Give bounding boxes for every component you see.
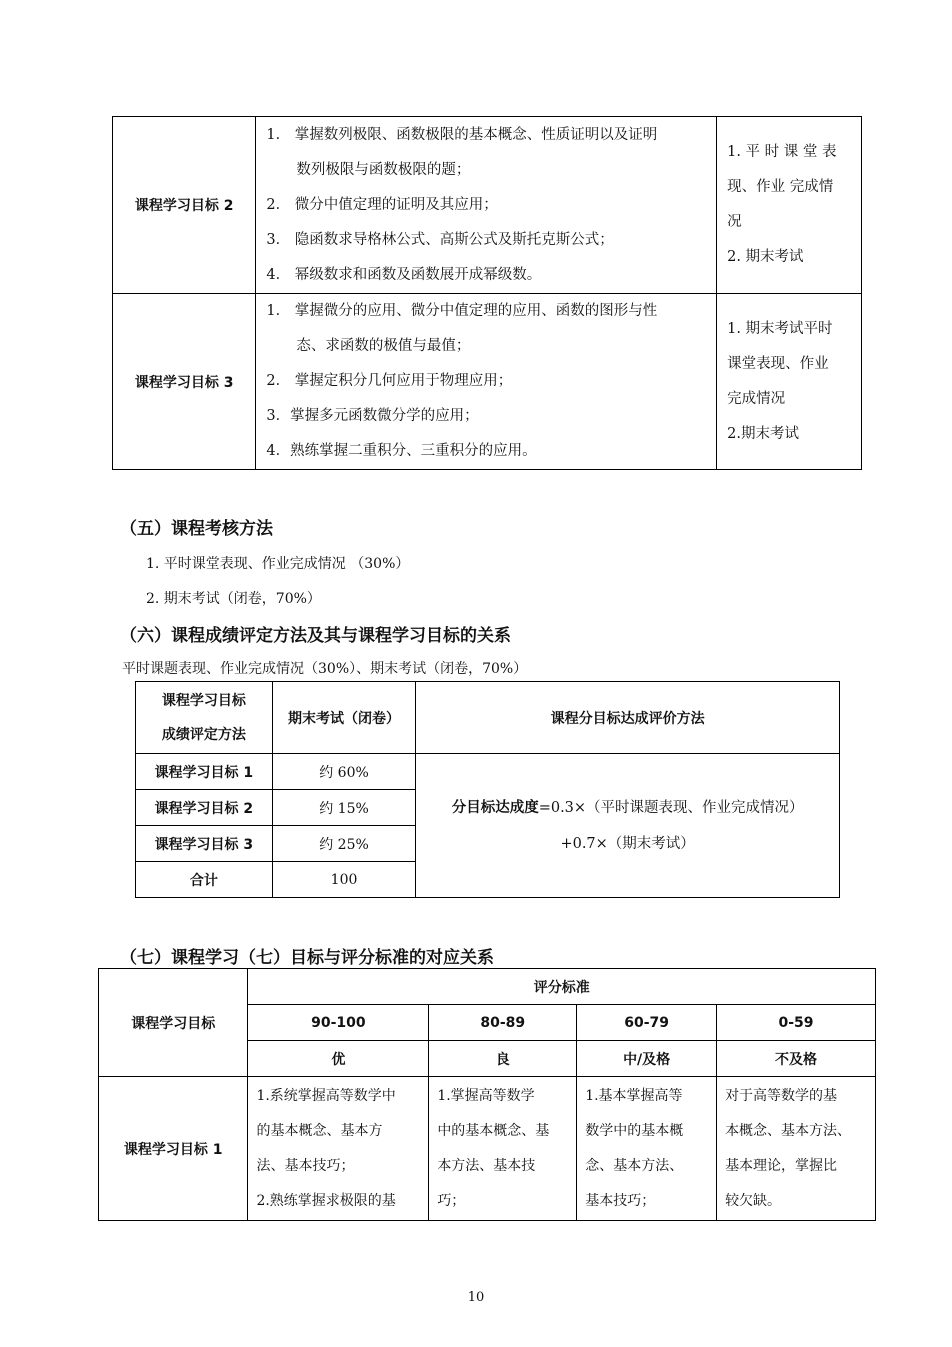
standard-line: 基本技巧； xyxy=(585,1193,656,1209)
content-line: 1． 掌握数列极限、函数极限的基本概念、性质证明以及证明 xyxy=(266,126,658,143)
standard-line: 念、基本方法、 xyxy=(585,1158,684,1174)
formula-cell xyxy=(416,754,840,898)
goal-row-label: 课程学习目标 2 xyxy=(136,790,273,826)
header-final-exam: 期末考试（闭卷） xyxy=(272,682,416,754)
range-header: 90-100 xyxy=(248,1005,429,1041)
content-line: 2． 掌握定积分几何应用于物理应用； xyxy=(266,373,513,389)
content-line: 1． 掌握微分的应用、微分中值定理的应用、函数的图形与性 xyxy=(266,303,658,319)
content-line: 4．熟练掌握二重积分、三重积分的应用。 xyxy=(266,443,537,459)
grade-header: 中/及格 xyxy=(577,1041,717,1077)
goal-label: 课程学习目标 2 xyxy=(134,198,234,214)
section-5-item: 1. 平时课堂表现、作业完成情况 （30%） xyxy=(146,556,410,572)
header-evaluation-method: 课程分目标达成评价方法 xyxy=(416,682,840,754)
standard-line: 巧； xyxy=(437,1193,466,1209)
standard-line: 数学中的基本概 xyxy=(585,1123,684,1139)
header-standard: 评分标准 xyxy=(248,969,876,1005)
page-number: 10 xyxy=(467,1290,485,1305)
assessment-line: 1. 期末考试平时 xyxy=(727,320,833,337)
standard-line: 2.熟练掌握求极限的基 xyxy=(256,1193,396,1209)
content-line: 2． 微分中值定理的证明及其应用； xyxy=(266,196,498,213)
grading-standard-table xyxy=(98,968,876,1221)
range-header: 60-79 xyxy=(577,1005,717,1041)
header-line: 课程学习目标 xyxy=(161,692,246,709)
standard-line: 对于高等数学的基 xyxy=(725,1088,838,1104)
standard-line: 中的基本概念、基 xyxy=(437,1123,550,1139)
section-6-title: （六）课程成绩评定方法及其与课程学习目标的关系 xyxy=(120,626,511,646)
standard-line: 1.基本掌握高等 xyxy=(585,1088,683,1104)
assessment-line: 完成情况 xyxy=(727,390,786,407)
header-goal-method xyxy=(136,682,273,754)
header-line: 成绩评定方法 xyxy=(161,726,246,743)
content-line: 态、求函数的极值与最值； xyxy=(296,338,471,354)
grade-header: 优 xyxy=(248,1041,429,1077)
standard-line: 本方法、基本技 xyxy=(437,1158,536,1174)
goal-label: 课程学习目标 1 xyxy=(99,1077,248,1221)
goal-cell xyxy=(113,117,256,294)
goal-row-label: 课程学习目标 3 xyxy=(136,826,273,862)
standard-line: 基本理论，掌握比 xyxy=(725,1158,838,1174)
standard-line: 1.掌握高等数学 xyxy=(437,1088,535,1104)
content-line: 数列极限与函数极限的题； xyxy=(296,161,471,178)
assessment-line: 课堂表现、作业 xyxy=(727,355,829,372)
section-6-note: 平时课题表现、作业完成情况（30%）、期末考试（闭卷，70%） xyxy=(122,661,528,677)
goal-row-value: 约 60% xyxy=(272,754,416,790)
content-line: 3．掌握多元函数微分学的应用； xyxy=(266,408,479,424)
goal-row-value: 约 15% xyxy=(272,790,416,826)
content-cell xyxy=(256,294,717,470)
standard-cell xyxy=(577,1077,717,1221)
assessment-line: 1. 平 时 课 堂 表 xyxy=(727,144,837,160)
standard-line: 的基本概念、基本方 xyxy=(256,1123,383,1139)
section-7-title: （七）课程学习（七）目标与评分标准的对应关系 xyxy=(120,948,494,968)
standard-line: 1.系统掌握高等数学中 xyxy=(256,1088,396,1104)
standard-line: 法、基本技巧； xyxy=(256,1158,355,1174)
formula-label: 分目标达成度 xyxy=(451,799,539,816)
standard-line: 本概念、基本方法、 xyxy=(725,1123,852,1139)
standard-cell xyxy=(248,1077,429,1221)
standard-line: 较欠缺。 xyxy=(725,1193,782,1209)
content-line: 4． 幂级数求和函数及函数展开成幂级数。 xyxy=(266,266,542,283)
total-row-label: 合计 xyxy=(136,862,273,898)
range-header: 80-89 xyxy=(429,1005,577,1041)
content-cell xyxy=(256,117,717,294)
section-5-title: （五）课程考核方法 xyxy=(120,519,273,539)
formula-text: =0.3×（平时课题表现、作业完成情况） xyxy=(538,799,804,816)
standard-cell xyxy=(717,1077,876,1221)
goal-label: 课程学习目标 3 xyxy=(134,374,234,391)
total-row-value: 100 xyxy=(272,862,416,898)
goal-row-label: 课程学习目标 1 xyxy=(136,754,273,790)
assessment-line: 现、作业 完成情 xyxy=(727,179,834,195)
goals-content-table xyxy=(112,116,862,470)
formula-line-2: +0.7×（期末考试） xyxy=(560,835,695,852)
content-line: 3． 隐函数求导格林公式、高斯公式及斯托克斯公式； xyxy=(266,231,614,248)
section-5-item: 2. 期末考试（闭卷，70%） xyxy=(146,591,321,607)
goal-row-value: 约 25% xyxy=(272,826,416,862)
assessment-cell xyxy=(717,117,862,294)
header-goal: 课程学习目标 xyxy=(99,969,248,1077)
assessment-line: 况 xyxy=(727,214,742,230)
grade-header: 不及格 xyxy=(717,1041,876,1077)
grading-method-table xyxy=(135,681,840,898)
assessment-cell xyxy=(717,294,862,470)
range-header: 0-59 xyxy=(717,1005,876,1041)
goal-cell xyxy=(113,294,256,470)
standard-cell xyxy=(429,1077,577,1221)
assessment-line: 2.期末考试 xyxy=(727,425,799,442)
assessment-line: 2. 期末考试 xyxy=(727,249,804,265)
grade-header: 良 xyxy=(429,1041,577,1077)
